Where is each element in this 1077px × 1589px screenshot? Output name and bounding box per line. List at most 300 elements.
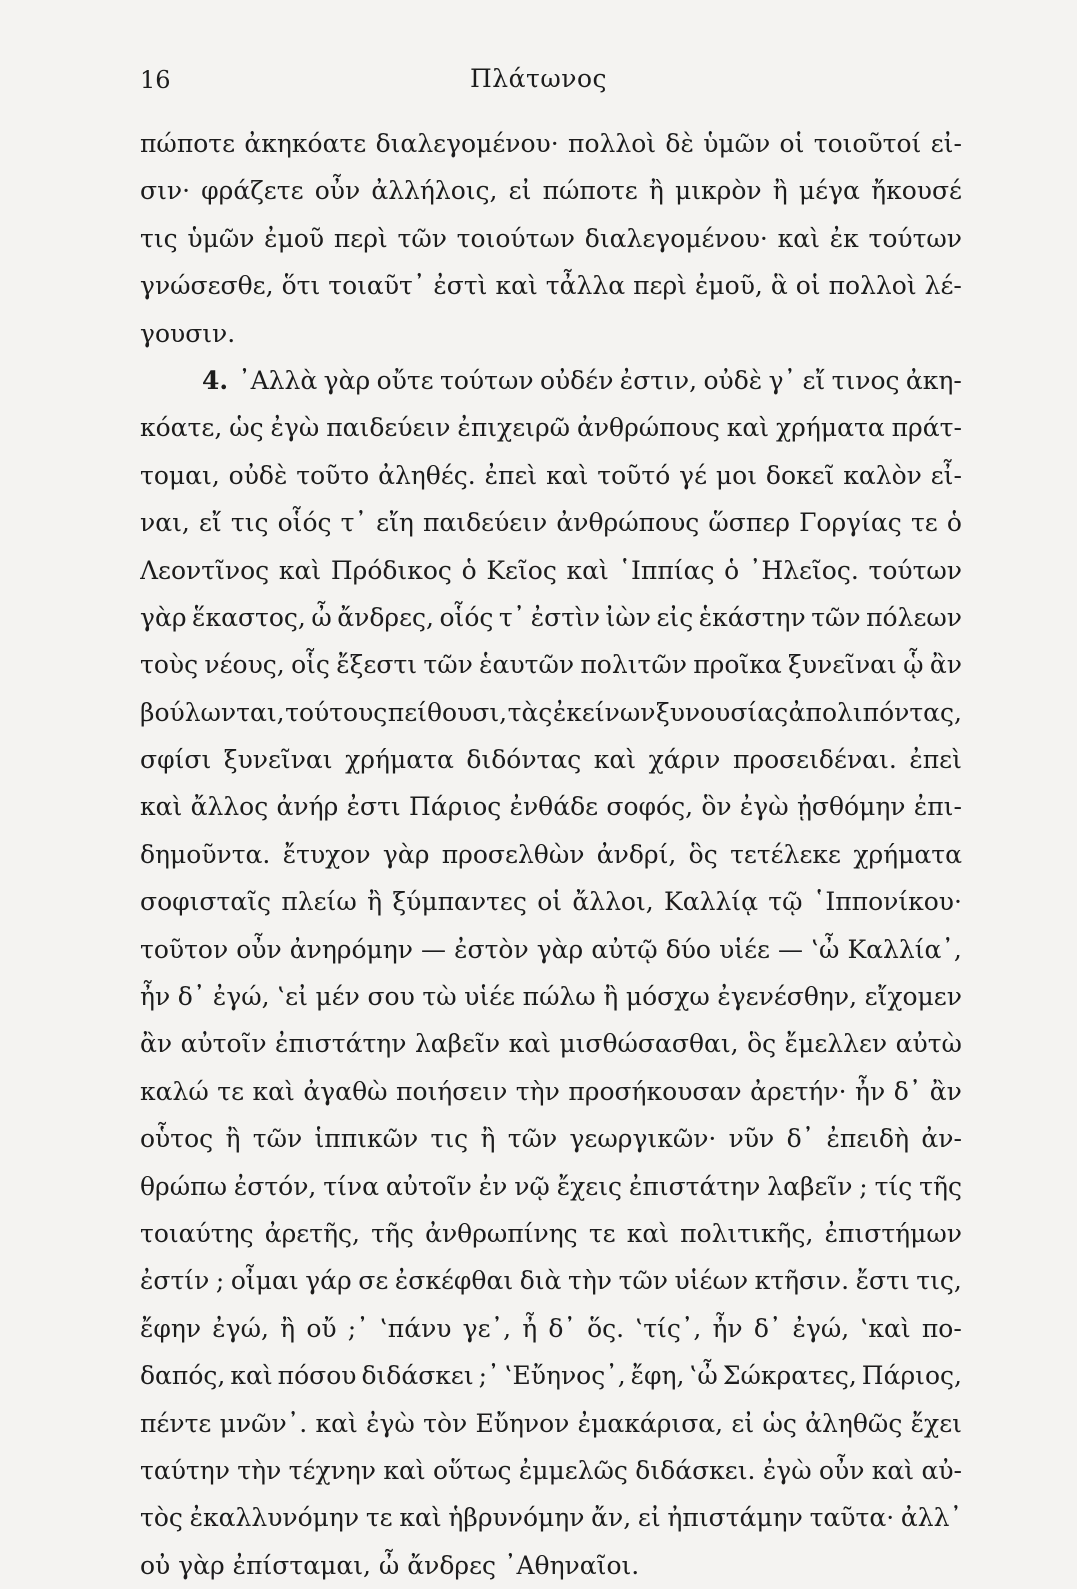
line-text bbox=[140, 404, 962, 451]
word: Κεῖος bbox=[486, 555, 557, 585]
word: ἐν bbox=[478, 1171, 508, 1201]
word: ᾧ bbox=[903, 650, 924, 680]
word: σου bbox=[367, 982, 415, 1012]
word: ‛Εὔηνος᾽, bbox=[504, 1361, 626, 1391]
word: τε bbox=[365, 1503, 393, 1533]
word: τούτων bbox=[440, 365, 534, 395]
word: ἐγώ, bbox=[212, 982, 270, 1012]
text-line bbox=[140, 1494, 962, 1541]
word: οἷς bbox=[291, 650, 330, 680]
text-line bbox=[140, 594, 962, 641]
word: δ᾽ bbox=[548, 1313, 576, 1343]
word: τὼ bbox=[422, 982, 457, 1012]
word: τἆλλα bbox=[545, 271, 626, 301]
word: δ᾽ bbox=[786, 1124, 815, 1154]
word: δύο bbox=[665, 934, 711, 964]
word: τὸν bbox=[423, 1408, 468, 1438]
word: Σώκρατες, bbox=[722, 1361, 857, 1391]
word: πώποτε bbox=[542, 176, 638, 206]
word: ;᾽ bbox=[347, 1313, 369, 1343]
text-line bbox=[140, 404, 962, 451]
word: γὰρ bbox=[536, 934, 584, 964]
word: τις bbox=[430, 1124, 469, 1154]
word: ὅς. bbox=[587, 1313, 625, 1343]
word: μικρὸν bbox=[674, 176, 762, 206]
word: μόσχω bbox=[625, 982, 710, 1012]
word: ὃς bbox=[747, 1029, 777, 1059]
word: καὶ bbox=[626, 1218, 670, 1248]
text-line bbox=[140, 215, 962, 262]
word: ; bbox=[859, 1171, 868, 1201]
word: ἐγώ, bbox=[792, 1313, 850, 1343]
word: ἀληθῶς bbox=[805, 1408, 903, 1438]
word: ναι, bbox=[140, 508, 190, 538]
text-line bbox=[140, 878, 962, 925]
word: ἦν bbox=[140, 982, 171, 1012]
word: ᾐσθόμην bbox=[796, 792, 906, 822]
word: τῶν bbox=[507, 1124, 558, 1154]
word: καὶ bbox=[726, 413, 770, 443]
text-line bbox=[140, 1068, 962, 1115]
word: τὴν bbox=[568, 1266, 613, 1296]
word: φράζετε bbox=[201, 176, 304, 206]
word: εἰ bbox=[508, 176, 532, 206]
word: ἤκουσέ bbox=[871, 176, 962, 206]
word: Πάριος, bbox=[861, 1361, 962, 1391]
word: τίνα bbox=[323, 1171, 379, 1201]
word: τ᾽ bbox=[498, 602, 526, 632]
word: δὲ bbox=[665, 129, 694, 158]
word: σοφισταῖς bbox=[140, 887, 272, 917]
word: ‛εἰ bbox=[277, 982, 308, 1012]
word: ἀνθρωπίνης bbox=[425, 1218, 578, 1248]
word: νῷ bbox=[514, 1171, 550, 1201]
word: πώποτε bbox=[140, 129, 236, 158]
text-line bbox=[140, 689, 962, 736]
word: ἐμακάρισα, bbox=[577, 1408, 724, 1438]
word: γ᾽ bbox=[768, 365, 797, 395]
line-text bbox=[140, 262, 962, 309]
line-text bbox=[140, 1020, 962, 1067]
word: ῾Ιππίας bbox=[618, 555, 715, 585]
word: ὅτι bbox=[281, 271, 321, 301]
word: χρήματα bbox=[853, 839, 962, 869]
word: πολλοὶ bbox=[568, 129, 657, 158]
word: ; bbox=[215, 1266, 225, 1296]
word: ἐστόν, bbox=[233, 1171, 317, 1201]
word: ὡς bbox=[229, 413, 264, 443]
word: ἀκηκόατε bbox=[244, 129, 367, 158]
word: υἱέων bbox=[674, 1266, 749, 1296]
main-text bbox=[140, 120, 962, 1589]
word: τῶν bbox=[423, 650, 473, 680]
word: ἔχει bbox=[910, 1408, 962, 1438]
word: Καλλία᾽, bbox=[847, 934, 962, 964]
word: γὰρ bbox=[382, 839, 430, 869]
word: πείθουσι, bbox=[387, 697, 508, 727]
word: καὶ bbox=[777, 223, 820, 253]
word: γάρ bbox=[305, 1266, 352, 1296]
word: οἱ bbox=[795, 271, 821, 301]
line-text bbox=[140, 547, 962, 594]
word: οὐδὲ bbox=[703, 365, 763, 395]
word: ἔτυχον bbox=[282, 839, 371, 869]
word: ἀνθρώπους bbox=[556, 508, 700, 538]
word: μοι bbox=[715, 460, 758, 490]
word: πολλοὶ bbox=[828, 271, 917, 301]
word: ἄνδρες, bbox=[337, 602, 434, 632]
word: εἴ bbox=[802, 365, 826, 395]
word: Πάριος bbox=[409, 792, 502, 822]
line-text: οὐ γὰρ ἐπίσταμαι, ὦ ἄνδρες ᾽Αθηναῖοι. bbox=[140, 1550, 640, 1580]
word: ἦν bbox=[855, 1076, 886, 1106]
word: ἐπιστήμων bbox=[824, 1218, 962, 1248]
word: καὶ bbox=[593, 745, 637, 775]
word: καὶ bbox=[140, 792, 183, 822]
word: ἄλλος bbox=[190, 792, 269, 822]
text-line bbox=[140, 310, 962, 357]
line-text bbox=[140, 1163, 962, 1210]
word: γεωργικῶν· bbox=[569, 1124, 717, 1154]
word: καὶ bbox=[508, 1029, 551, 1059]
word: τε bbox=[588, 1218, 616, 1248]
word: ἀν- bbox=[921, 1124, 962, 1154]
word: θρώπω bbox=[140, 1171, 227, 1201]
word: ὦ bbox=[311, 602, 332, 632]
word: ἀγαθὼ bbox=[303, 1076, 388, 1106]
word: καὶ bbox=[252, 1076, 295, 1106]
line-text bbox=[140, 641, 962, 688]
text-line bbox=[140, 831, 962, 878]
text-line bbox=[140, 452, 962, 499]
word: κτῆσιν. bbox=[754, 1266, 850, 1296]
word: καὶ bbox=[566, 555, 609, 585]
word: ἐστὸν bbox=[454, 934, 529, 964]
line-text bbox=[140, 736, 962, 783]
word: ἢ bbox=[772, 176, 788, 206]
word: δαπός, bbox=[140, 1361, 226, 1391]
text-line bbox=[140, 1305, 962, 1352]
word: ἐστίν bbox=[140, 1266, 210, 1296]
word: ‛τίς᾽, bbox=[635, 1313, 702, 1343]
word: ἐγενέσθην, bbox=[717, 982, 858, 1012]
word: ‛καὶ bbox=[860, 1313, 911, 1343]
word: τῷ bbox=[768, 887, 803, 917]
line-text bbox=[140, 1068, 962, 1115]
word: αὐτὼ bbox=[895, 1029, 962, 1059]
page-number: 16 bbox=[140, 66, 171, 94]
word: χρήματα bbox=[345, 745, 454, 775]
word: καλὸν bbox=[843, 460, 922, 490]
word: καὶ bbox=[383, 1455, 426, 1485]
word: ἱππικῶν bbox=[314, 1124, 419, 1154]
word: ὁ bbox=[461, 555, 477, 585]
word: δ᾽ bbox=[893, 1076, 922, 1106]
word: ἄν, bbox=[591, 1503, 632, 1533]
word: ὃς bbox=[688, 839, 718, 869]
word: πο- bbox=[921, 1313, 962, 1343]
word: τε bbox=[910, 508, 938, 538]
word: ἐπι- bbox=[913, 792, 962, 822]
word: τούτους bbox=[285, 697, 388, 727]
word: ἄλλοι, bbox=[572, 887, 654, 917]
word: πέντε bbox=[140, 1408, 212, 1438]
word: οἱ bbox=[537, 887, 563, 917]
word: ὥσπερ bbox=[708, 508, 790, 538]
word: ἀνηρόμην bbox=[289, 934, 413, 964]
word: περὶ bbox=[633, 271, 687, 301]
word: ἦν bbox=[712, 1313, 743, 1343]
word: σιν· bbox=[140, 176, 191, 206]
word: δ᾽ bbox=[177, 982, 206, 1012]
word: ἐμμελῶς bbox=[518, 1455, 628, 1485]
word: γνώσεσθε, bbox=[140, 271, 274, 301]
word: ἀρετήν· bbox=[750, 1076, 847, 1106]
word: τομαι, bbox=[140, 460, 220, 490]
word: τούτων bbox=[868, 555, 962, 585]
word: ἢ bbox=[280, 1313, 296, 1343]
word: βούλωνται, bbox=[140, 697, 285, 727]
word: εἰ bbox=[637, 1503, 661, 1533]
word: — bbox=[421, 934, 447, 964]
line-text bbox=[140, 1352, 962, 1399]
line-text bbox=[140, 167, 962, 214]
word: ἐπεὶ bbox=[909, 745, 962, 775]
word: οἷός bbox=[439, 602, 494, 632]
word: τὸς bbox=[140, 1503, 183, 1533]
line-text bbox=[140, 878, 962, 925]
word: σφίσι bbox=[140, 745, 212, 775]
word: ἐπιχειρῶ bbox=[457, 413, 571, 443]
word: οὔ bbox=[306, 1313, 337, 1343]
line-text bbox=[140, 926, 962, 973]
word: ὃν bbox=[701, 792, 732, 822]
word: διαλεγομένου· bbox=[375, 129, 559, 158]
word: Καλλίᾳ bbox=[664, 887, 758, 917]
word: τοῦτό bbox=[597, 460, 671, 490]
line-text bbox=[140, 1257, 962, 1304]
word: χάριν bbox=[648, 745, 721, 775]
word: Γοργίας bbox=[799, 508, 902, 538]
word: ἰὼν bbox=[605, 602, 651, 632]
word: ἢ bbox=[225, 1124, 241, 1154]
word: οὖν bbox=[818, 1455, 865, 1485]
text-line bbox=[140, 1447, 962, 1494]
word: αὐ- bbox=[921, 1455, 962, 1485]
word: εἰ- bbox=[930, 129, 962, 158]
word: ἂν bbox=[140, 1029, 173, 1059]
word: καλώ bbox=[140, 1076, 209, 1106]
word: ἀνθρώπους bbox=[576, 413, 720, 443]
text-line bbox=[140, 736, 962, 783]
word: ἐπεὶ bbox=[484, 460, 538, 490]
word: γέ bbox=[679, 460, 708, 490]
line-text bbox=[140, 1447, 962, 1494]
word: ἑκάστην bbox=[698, 602, 806, 632]
text-line bbox=[140, 547, 962, 594]
word: υἱέε bbox=[719, 934, 770, 964]
word: ἀλλ᾽ bbox=[900, 1503, 962, 1533]
line-text: γουσιν. bbox=[140, 318, 236, 348]
word: οὖν bbox=[236, 934, 282, 964]
word: καὶ bbox=[399, 1503, 442, 1533]
word: ἐπειδὴ bbox=[826, 1124, 910, 1154]
text-line bbox=[140, 262, 962, 309]
text-line bbox=[140, 120, 962, 167]
line-text bbox=[140, 1400, 962, 1447]
word: ἐστι bbox=[346, 792, 401, 822]
line-text bbox=[140, 120, 962, 167]
word: τῆς bbox=[919, 1171, 962, 1201]
word: οὕτως bbox=[433, 1455, 512, 1485]
word: ξύμπαντες bbox=[392, 887, 527, 917]
word: μέν bbox=[315, 982, 360, 1012]
word: δημοῦντα. bbox=[140, 839, 271, 869]
word: πώλω bbox=[522, 982, 596, 1012]
word: καὶ bbox=[546, 460, 589, 490]
text-line bbox=[140, 1352, 962, 1399]
word: εἶ- bbox=[930, 460, 962, 490]
word: ξυνεῖναι bbox=[223, 745, 333, 775]
word: ἀνήρ bbox=[276, 792, 339, 822]
word: τοὺς bbox=[140, 650, 199, 680]
word: ἂν bbox=[929, 650, 962, 680]
running-title: Πλάτωνος bbox=[470, 64, 607, 93]
word: εἴη bbox=[376, 508, 414, 538]
word: αὐτοῖν bbox=[180, 1029, 267, 1059]
word: ἠπιστάμην bbox=[667, 1503, 803, 1533]
word: οὔτε bbox=[376, 365, 434, 395]
word: τοῦτον bbox=[140, 934, 229, 964]
word: νῦν bbox=[728, 1124, 775, 1154]
word: πόλεων bbox=[866, 602, 962, 632]
word: πλείω bbox=[281, 887, 357, 917]
word: οὖν bbox=[314, 176, 361, 206]
word: τῆς bbox=[371, 1218, 414, 1248]
word: πράτ- bbox=[891, 413, 962, 443]
word: εἴχομεν bbox=[864, 982, 962, 1012]
word: τοιοῦτοί bbox=[813, 129, 922, 158]
word: ἐγώ, bbox=[212, 1313, 269, 1343]
word: ὡς bbox=[762, 1408, 797, 1438]
word: ἐμοῦ, bbox=[694, 271, 763, 301]
word: ἐστιν, bbox=[619, 365, 698, 395]
word: τ᾽ bbox=[340, 508, 367, 538]
word: ἐγὼ bbox=[366, 1408, 415, 1438]
word: διδάσκει. bbox=[635, 1455, 756, 1485]
word: ἢ bbox=[480, 1124, 496, 1154]
word: ῾Ιππονίκου· bbox=[812, 887, 962, 917]
word: ἔστι bbox=[855, 1266, 910, 1296]
text-line bbox=[140, 641, 962, 688]
word: σε bbox=[358, 1266, 389, 1296]
word: προσειδέναι. bbox=[732, 745, 897, 775]
word: ἐγὼ bbox=[270, 413, 320, 443]
word: ἕκαστος, bbox=[192, 602, 306, 632]
text-line bbox=[140, 1115, 962, 1162]
word: παιδεύειν bbox=[326, 413, 451, 443]
word: τέχνην bbox=[288, 1455, 376, 1485]
word: ἑαυτῶν bbox=[479, 650, 575, 680]
line-text bbox=[140, 783, 962, 830]
word: τῶν bbox=[397, 223, 447, 253]
word: ;᾽ bbox=[478, 1361, 500, 1391]
word: τὴν bbox=[237, 1455, 282, 1485]
line-text bbox=[140, 215, 962, 262]
word: ἐγὼ bbox=[739, 792, 789, 822]
word: διαλεγομένου· bbox=[584, 223, 768, 253]
section-number: 4. bbox=[202, 365, 229, 395]
word: περὶ bbox=[333, 223, 388, 253]
word: υἱέε bbox=[464, 982, 516, 1012]
word: ὁ bbox=[946, 508, 962, 538]
word: τε bbox=[217, 1076, 245, 1106]
word: καὶ bbox=[871, 1455, 915, 1485]
word: ὑμῶν bbox=[187, 223, 255, 253]
word: οἶμαι bbox=[230, 1266, 299, 1296]
word: ἢ bbox=[603, 982, 619, 1012]
word: σοφός, bbox=[606, 792, 694, 822]
text-line bbox=[140, 499, 962, 546]
word: ἐστὶν bbox=[530, 602, 601, 632]
word: ᾽Αλλὰ bbox=[238, 365, 318, 395]
word: ἔφη, bbox=[630, 1361, 685, 1391]
word: προῖκα bbox=[693, 650, 782, 680]
word: νέους, bbox=[204, 650, 285, 680]
word: προσήκουσαν bbox=[568, 1076, 742, 1106]
word: δοκεῖ bbox=[765, 460, 835, 490]
word: τις bbox=[140, 223, 178, 253]
word: πόσου bbox=[277, 1361, 357, 1391]
word: οὐδέν bbox=[539, 365, 614, 395]
word: τινος bbox=[831, 365, 900, 395]
word: ‛ὦ bbox=[689, 1361, 718, 1391]
line-text bbox=[140, 689, 962, 736]
line-text bbox=[140, 499, 962, 546]
word: ἀλλήλοις, bbox=[371, 176, 498, 206]
word: εἰ bbox=[731, 1408, 755, 1438]
text-line bbox=[140, 973, 962, 1020]
word: Πρόδικος bbox=[330, 555, 452, 585]
line-text bbox=[140, 1305, 962, 1352]
word: τοιαύτης bbox=[140, 1218, 254, 1248]
word: εἴ bbox=[198, 508, 222, 538]
word: ποιήσειν bbox=[396, 1076, 508, 1106]
word: χρήματα bbox=[776, 413, 885, 443]
word: ἔχεις bbox=[556, 1171, 623, 1201]
word: ὁ bbox=[724, 555, 740, 585]
word: ἐπιστάτην bbox=[275, 1029, 407, 1059]
line-text bbox=[140, 831, 962, 878]
word: ἐμοῦ bbox=[264, 223, 325, 253]
text-line bbox=[140, 1020, 962, 1067]
word: ἡβρυνόμην bbox=[448, 1503, 585, 1533]
word: παιδεύειν bbox=[422, 508, 548, 538]
text-line bbox=[140, 357, 962, 404]
word: ἢ bbox=[367, 887, 383, 917]
word: ἀληθές. bbox=[378, 460, 476, 490]
line-text bbox=[140, 1494, 962, 1541]
word: Εὔηνον bbox=[475, 1408, 570, 1438]
word: οἷός bbox=[277, 508, 332, 538]
word: διδόντας bbox=[466, 745, 582, 775]
word: καὶ bbox=[495, 271, 538, 301]
word: τις, bbox=[916, 1266, 962, 1296]
word: καὶ bbox=[230, 1361, 273, 1391]
word: ἐστὶ bbox=[433, 271, 488, 301]
word: καὶ bbox=[315, 1408, 358, 1438]
word: εἰς bbox=[656, 602, 694, 632]
